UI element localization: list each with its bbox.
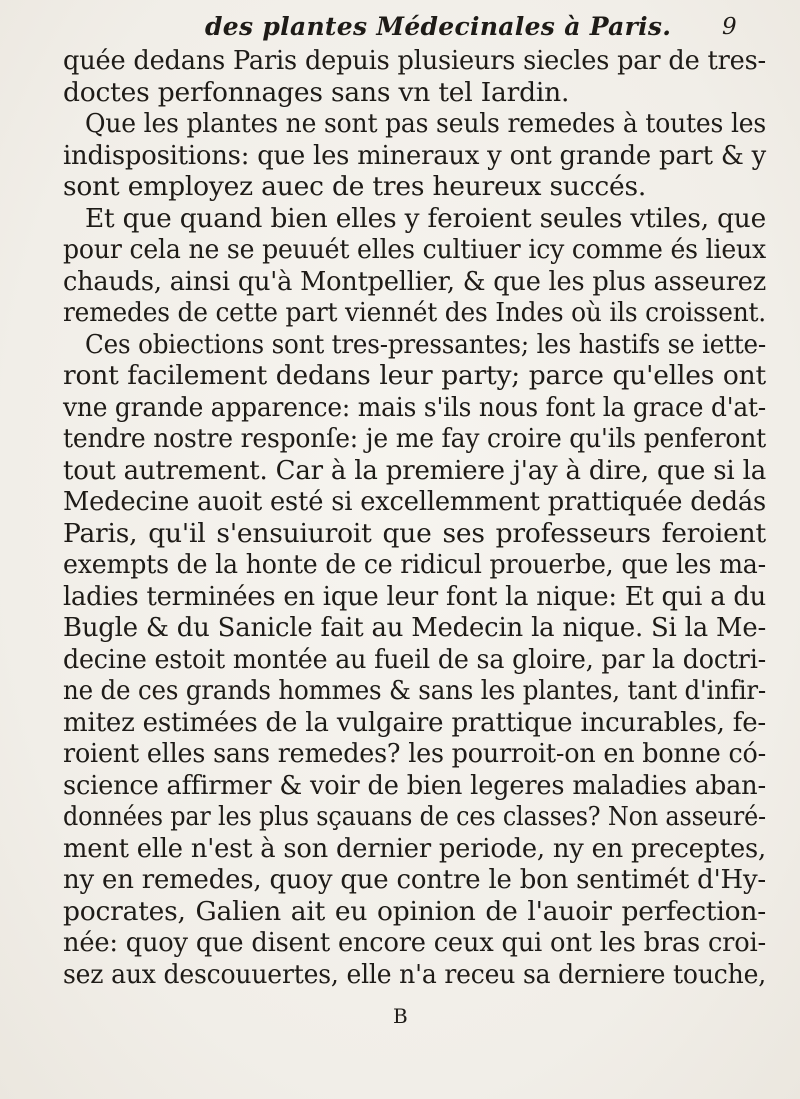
text-line: exempts de la honte de ce ridicul prouerbe, que les ma-	[63, 549, 766, 580]
text-line: Medecine auoit esté si excellemment prattiquée dedás	[63, 486, 766, 517]
signature-mark: B	[393, 1004, 408, 1028]
text-line: vne grande apparence: mais s'ils nous font la grace d'at-	[63, 391, 767, 423]
text-line: tendre nostre responſe: je me fay croire qu'ils penferont	[63, 423, 767, 454]
running-head: des plantes Médecinales à Paris.	[205, 12, 672, 41]
page-number: 9	[722, 14, 737, 40]
text-line: Paris, qu'il s'ensuiuroit que ses professeurs feroient	[63, 517, 766, 549]
text-line: Et que quand bien elles y feroient seules vtiles, que	[85, 202, 767, 234]
text-line: Ces obiections sont tres-pressantes; les hastifs se iette-	[85, 328, 767, 360]
text-line: quée dedans Paris depuis plusieurs siecles par de tres-	[63, 45, 767, 76]
text-line: données par les plus sçauans de ces classes? Non asseuré-	[63, 801, 766, 832]
text-line: Bugle & du Sanicle fait au Medecin la nique. Si la Me-	[63, 612, 767, 643]
text-line: ront facilement dedans leur party; parce qu'elles ont	[63, 360, 766, 391]
text-line: ment elle n'est à son dernier periode, ny en preceptes,	[63, 832, 767, 864]
text-line: tout autrement. Car à la premiere j'ay à dire, que si la	[63, 454, 767, 486]
text-line: sez aux descouuertes, elle n'a receu sa derniere touche,	[63, 958, 766, 990]
text-line: doctes perfonnages sans vn tel Iardin.	[63, 76, 570, 108]
text-line: remedes de cette part viennét des Indes où ils croissent.	[63, 297, 767, 328]
text-line: chauds, ainsi qu'à Montpellier, & que les plus asseurez	[63, 265, 767, 297]
text-line: indispositions: que les mineraux y ont grande part & y	[63, 139, 767, 171]
text-line: Que les plantes ne sont pas seuls remedes à toutes les	[85, 108, 767, 139]
text-line: née: quoy que disent encore ceux qui ont les bras croi-	[63, 927, 766, 958]
text-line: sont employez auec de tres heureux succés.	[63, 171, 647, 202]
text-line: pocrates, Galien ait eu opinion de l'auoir perfection-	[63, 895, 767, 927]
text-line: roient elles sans remedes? les pourroit-on en bonne có-	[63, 738, 766, 769]
text-line: mitez estimées de la vulgaire prattique incurables, fe-	[63, 706, 766, 738]
text-line: ne de ces grands hommes & sans les plantes, tant d'infir-	[63, 675, 767, 706]
text-line: pour cela ne se peuuét elles cultiuer icy comme és lieux	[63, 234, 767, 265]
text-line: ny en remedes, quoy que contre le bon sentimét d'Hy-	[63, 864, 767, 895]
text-line: decine estoit montée au fueil de sa gloire, par la doctri-	[63, 643, 766, 675]
text-line: ladies terminées en ique leur font la nique: Et qui a du	[63, 580, 766, 612]
text-line: science affirmer & voir de bien legeres maladies aban-	[63, 769, 766, 801]
page-footer	[0, 1004, 800, 1034]
